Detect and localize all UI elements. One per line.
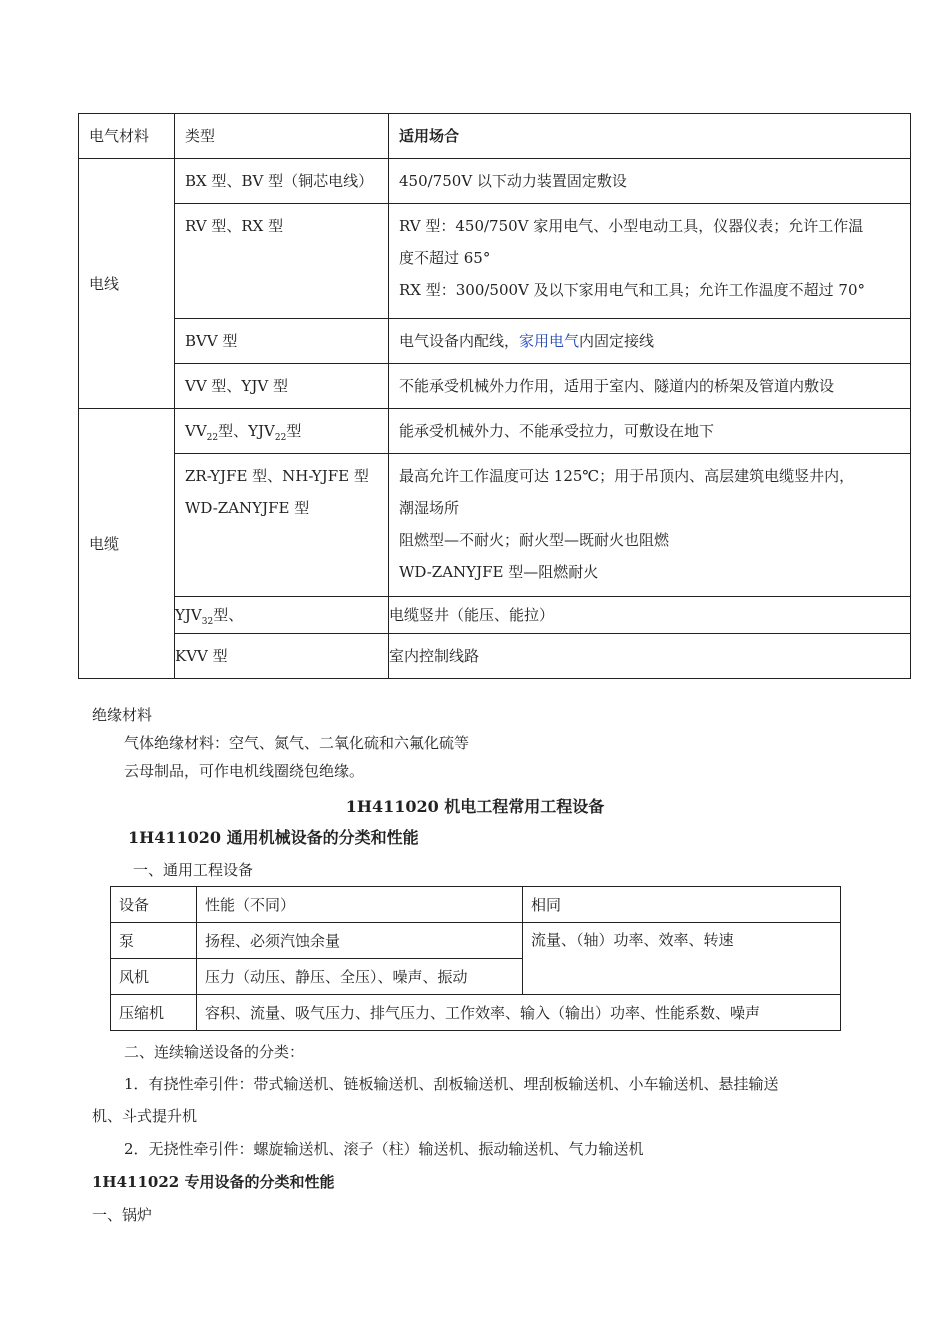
diff-cell: 容积、流量、吸气压力、排气压力、工作效率、输入（输出）功率、性能系数、噪声 bbox=[197, 995, 841, 1031]
table-row bbox=[79, 597, 911, 634]
use-line: 潮湿场所 bbox=[399, 499, 460, 517]
type-text: 型、YJV bbox=[218, 422, 275, 440]
type-cell: VV 型、YJV 型 bbox=[175, 364, 389, 409]
device-cell: 风机 bbox=[111, 959, 197, 995]
type-cell: RV 型、RX 型 bbox=[175, 204, 389, 319]
diff-cell: 压力（动压、静压、全压）、噪声、振动 bbox=[197, 959, 523, 995]
table-row bbox=[79, 159, 911, 204]
insulation-line-gas: 气体绝缘材料：空气、氮气、二氧化硫和六氟化硫等 bbox=[124, 734, 470, 752]
table-header-row bbox=[111, 887, 841, 923]
type-cell bbox=[175, 597, 389, 634]
boiler-title: 一、锅炉 bbox=[92, 1206, 153, 1224]
use-line: RX 型：300/500V 及以下家用电气和工具；允许工作温度不超过 70° bbox=[399, 281, 866, 299]
header-diff: 性能（不同） bbox=[197, 887, 523, 923]
use-cell bbox=[389, 204, 911, 319]
insulation-line-mica: 云母制品，可作电机线圈绕包绝缘。 bbox=[124, 762, 365, 780]
cable-category-cell: 电缆 bbox=[79, 409, 175, 679]
table-row bbox=[111, 923, 841, 959]
use-cell: 室内控制线路 bbox=[389, 634, 911, 679]
type-text: YJV bbox=[175, 606, 202, 624]
table-row bbox=[79, 634, 911, 679]
type-cell: BX 型、BV 型（铜芯电线） bbox=[175, 159, 389, 204]
header-same: 相同 bbox=[523, 887, 841, 923]
type-cell: KVV 型 bbox=[175, 634, 389, 679]
use-cell bbox=[389, 454, 911, 597]
type-text: 型、 bbox=[213, 606, 244, 624]
table-row bbox=[79, 319, 911, 364]
type-cell: BVV 型 bbox=[175, 319, 389, 364]
subscript: 32 bbox=[201, 617, 214, 627]
use-cell: 能承受机械外力、不能承受拉力，可敷设在地下 bbox=[389, 409, 911, 454]
insulation-title: 绝缘材料 bbox=[92, 706, 153, 724]
type-cell bbox=[175, 454, 389, 597]
table-row bbox=[79, 364, 911, 409]
use-cell bbox=[389, 319, 911, 364]
conveyor-title: 二、连续输送设备的分类： bbox=[124, 1043, 305, 1061]
header-material: 电气材料 bbox=[79, 114, 175, 159]
subscript: 22 bbox=[206, 433, 219, 443]
type-line: ZR-YJFE 型、NH-YJFE 型 bbox=[185, 467, 369, 485]
type-line: WD-ZANYJFE 型 bbox=[185, 499, 310, 517]
section-title: 1H411020 机电工程常用工程设备 bbox=[345, 797, 605, 816]
table-row bbox=[79, 454, 911, 597]
type-text: VV bbox=[185, 422, 207, 440]
conveyor-item-1: 1．有挠性牵引件：带式输送机、链板输送机、刮板输送机、埋刮板输送机、小车输送机、悬挂输送 bbox=[124, 1075, 779, 1093]
use-text: 内固定接线 bbox=[579, 332, 655, 350]
conveyor-item-2: 2．无挠性牵引件：螺旋输送机、滚子（柱）输送机、振动输送机、气力输送机 bbox=[124, 1140, 644, 1158]
use-cell: 450/750V 以下动力装置固定敷设 bbox=[389, 159, 911, 204]
subscript: 22 bbox=[274, 433, 287, 443]
same-cell: 流量、（轴）功率、效率、转速 bbox=[523, 923, 841, 995]
general-equipment-title: 一、通用工程设备 bbox=[133, 861, 254, 879]
use-cell: 不能承受机械外力作用，适用于室内、隧道内的桥架及管道内敷设 bbox=[389, 364, 911, 409]
use-cell: 电缆竖井（能压、能拉） bbox=[389, 597, 911, 634]
special-equipment-title: 1H411022 专用设备的分类和性能 bbox=[92, 1173, 335, 1191]
header-device: 设备 bbox=[111, 887, 197, 923]
use-line: WD-ZANYJFE 型—阻燃耐火 bbox=[399, 563, 599, 581]
header-application: 适用场合 bbox=[389, 114, 911, 159]
wire-category-cell: 电线 bbox=[79, 159, 175, 409]
device-cell: 压缩机 bbox=[111, 995, 197, 1031]
conveyor-item-1-cont: 机、斗式提升机 bbox=[92, 1107, 198, 1125]
table-row bbox=[79, 409, 911, 454]
use-line: 阻燃型—不耐火；耐火型—既耐火也阻燃 bbox=[399, 531, 670, 549]
type-cell bbox=[175, 409, 389, 454]
use-text: 电气设备内配线， bbox=[399, 332, 520, 350]
device-cell: 泵 bbox=[111, 923, 197, 959]
subsection-title: 1H411020 通用机械设备的分类和性能 bbox=[128, 828, 419, 847]
electrical-materials-table bbox=[78, 113, 911, 679]
use-line: 度不超过 65° bbox=[399, 249, 491, 267]
general-equipment-table bbox=[110, 886, 841, 1031]
table-header-row bbox=[79, 114, 911, 159]
use-line: 最高允许工作温度可达 125℃；用于吊顶内、高层建筑电缆竖井内， bbox=[399, 467, 855, 485]
table-row bbox=[79, 204, 911, 319]
diff-cell: 扬程、必须汽蚀余量 bbox=[197, 923, 523, 959]
type-text: 型 bbox=[286, 422, 302, 440]
household-electrical-link[interactable]: 家用电气 bbox=[519, 332, 580, 350]
header-type: 类型 bbox=[175, 114, 389, 159]
use-line: RV 型：450/750V 家用电气、小型电动工具，仪器仪表；允许工作温 bbox=[399, 217, 864, 235]
table-row bbox=[111, 995, 841, 1031]
